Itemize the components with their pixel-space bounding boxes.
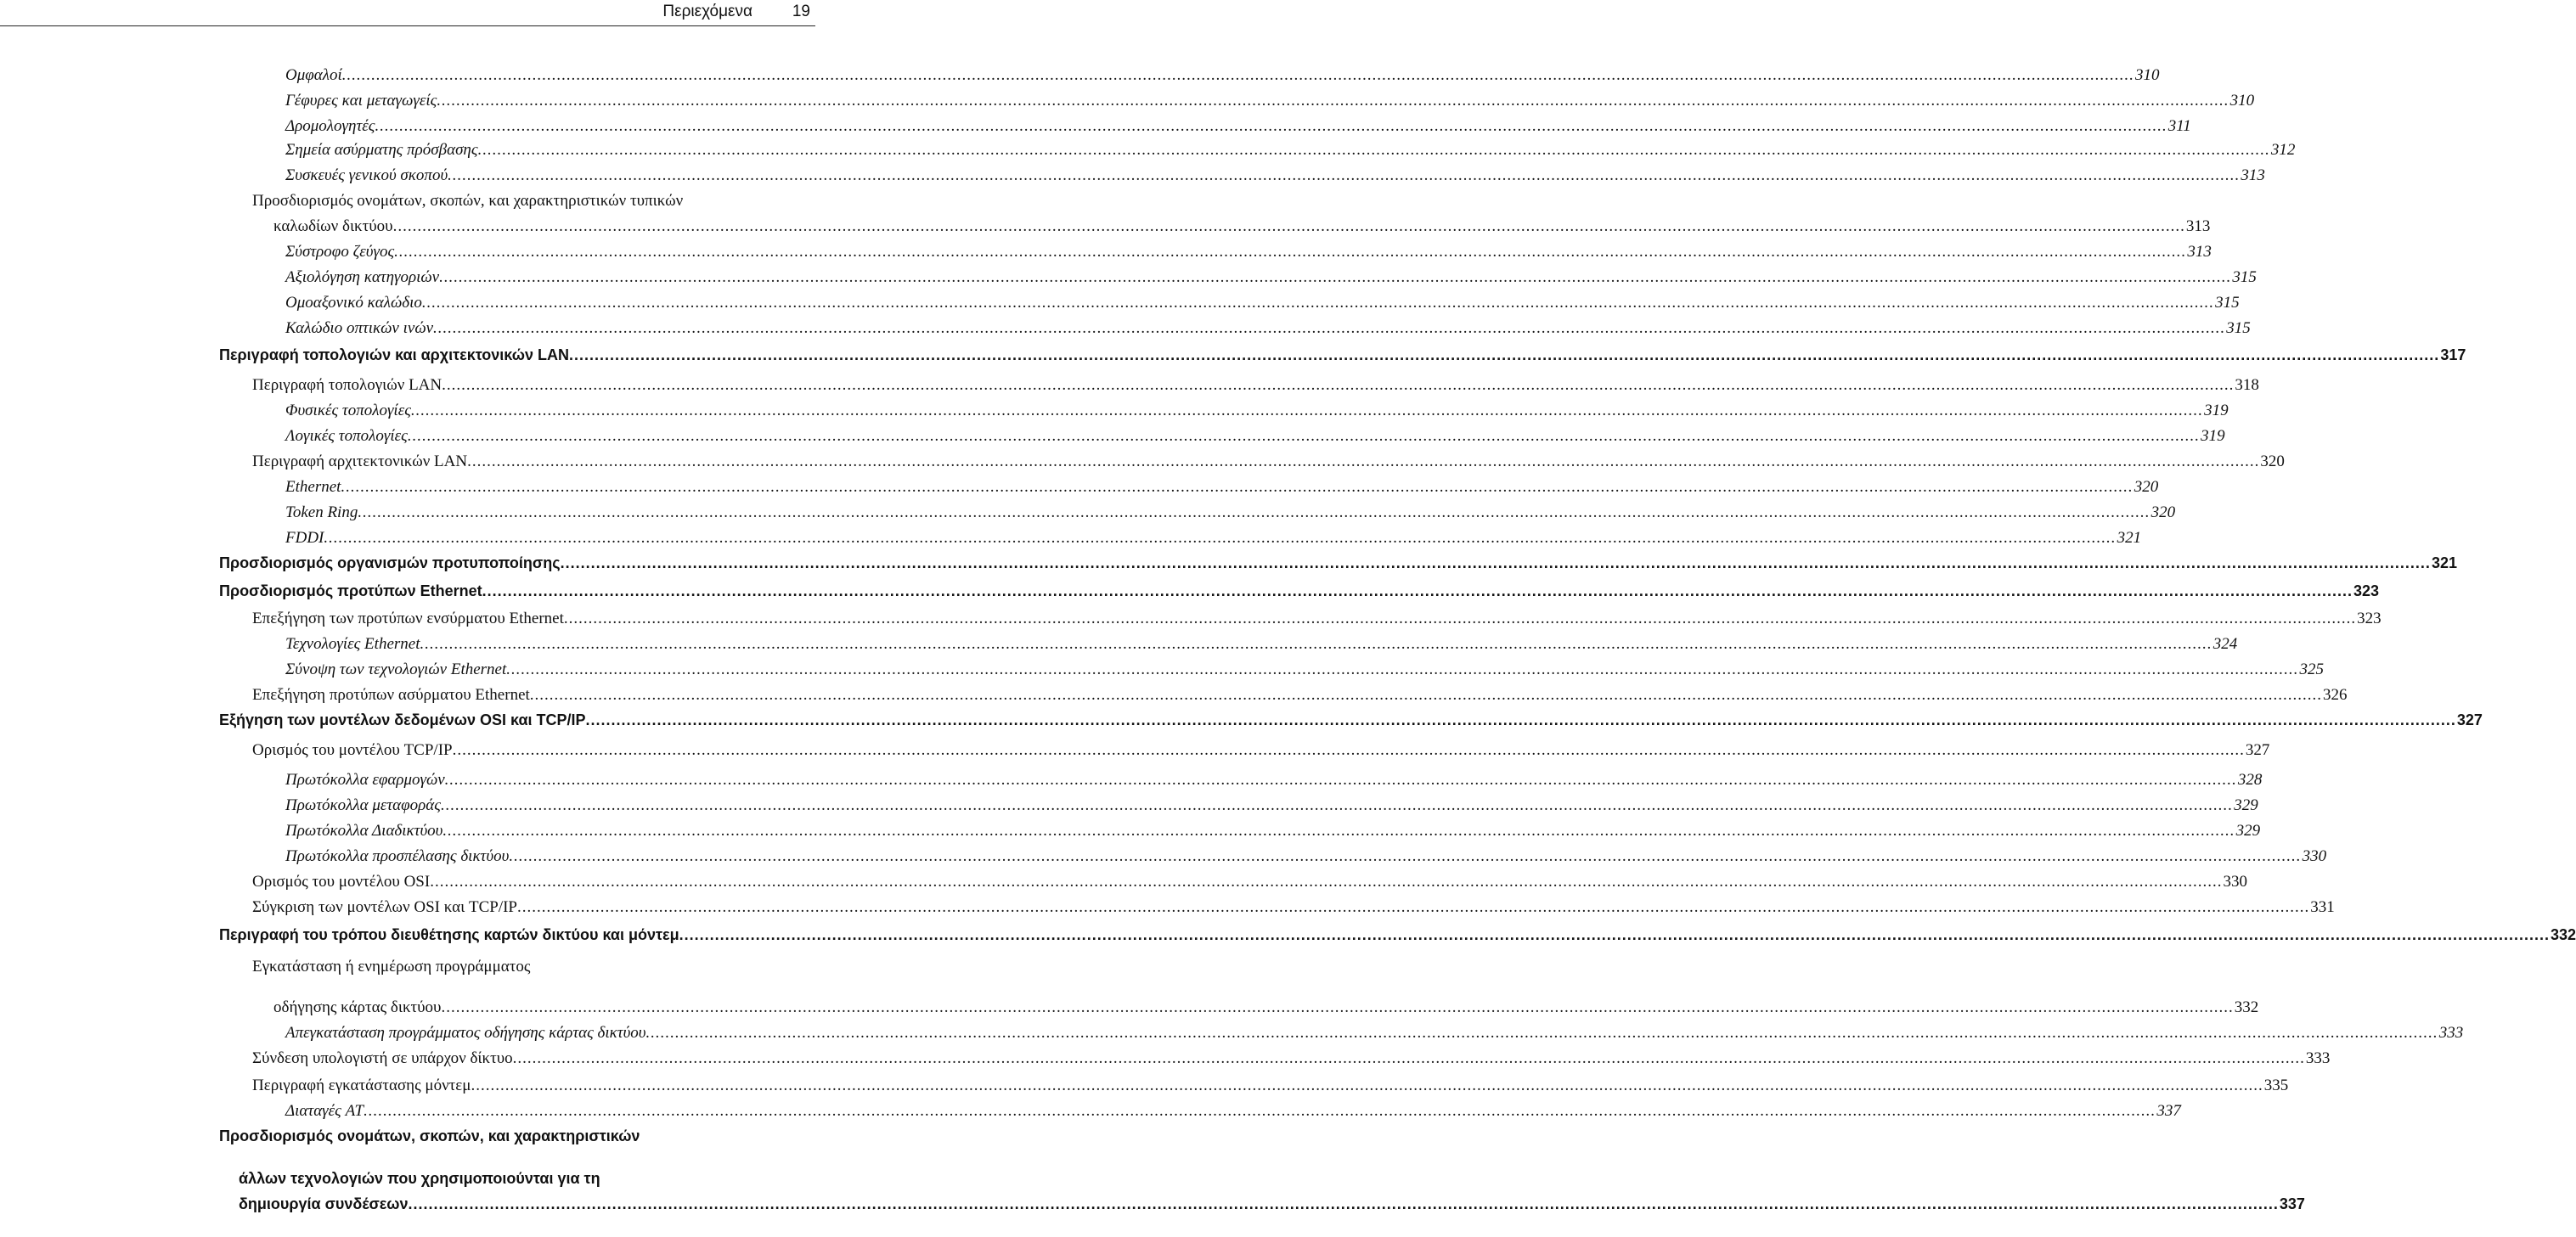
dot-leader	[324, 529, 2116, 548]
toc-entry-page: 310	[2135, 66, 2160, 84]
dot-leader	[453, 741, 2245, 760]
toc-entry[interactable]	[285, 319, 2251, 341]
dot-leader	[439, 268, 2231, 287]
toc-entry-title-continued: άλλων τεχνολογιών που χρησιμοποιούνται για τη	[239, 1170, 600, 1187]
toc-entry-title: δημιουργία συνδέσεων	[239, 1195, 409, 1212]
toc-entry-page: 310	[2229, 92, 2255, 110]
dot-leader	[437, 92, 2229, 110]
dot-leader	[442, 822, 2235, 841]
toc-entry-title: Περιγραφή αρχιτεκτονικών LAN	[252, 453, 468, 470]
toc-entry-page: 320	[2260, 453, 2285, 470]
dot-leader	[482, 582, 2353, 600]
toc-entry-title: Περιγραφή τοπολογιών LAN	[252, 376, 442, 394]
toc-entry-page: 329	[2234, 796, 2258, 814]
toc-entry-page: 332	[2550, 926, 2576, 943]
toc-entry[interactable]	[285, 402, 2229, 424]
toc-entry-title: Ορισμός του μοντέλου TCP/IP	[252, 741, 453, 759]
toc-entry-title: Επεξήγηση των προτύπων ενσύρματου Ethernet	[252, 610, 564, 627]
toc-entry-page: 337	[2279, 1195, 2305, 1212]
dot-leader	[586, 711, 2456, 729]
dot-leader	[411, 402, 2203, 420]
toc-entry-page: 328	[2237, 771, 2263, 789]
dot-leader	[561, 554, 2431, 572]
toc-entry[interactable]	[285, 141, 2296, 163]
toc-entry-title: καλωδίων δικτύου	[273, 217, 393, 235]
dot-leader	[364, 1102, 2156, 1121]
toc-entry-page: 323	[2353, 582, 2380, 599]
toc-entry[interactable]	[285, 268, 2257, 290]
dot-leader	[442, 376, 2234, 395]
toc-entry-page: 315	[2232, 268, 2257, 286]
toc-entry[interactable]	[219, 346, 2466, 368]
toc-entry-title: Απεγκατάσταση προγράμματος οδήγησης κάρτας δικτύου	[285, 1024, 646, 1042]
toc-entry-title: Προσδιορισμός οργανισμών προτυποποίησης	[219, 554, 561, 571]
toc-entry-title: Γέφυρες και μεταγωγείς	[285, 92, 437, 110]
toc-entry-title: Φυσικές τοπολογίες	[285, 402, 411, 419]
toc-entry[interactable]	[273, 217, 2211, 239]
toc-entry[interactable]	[285, 771, 2263, 793]
toc-entry-page: 313	[2241, 166, 2265, 184]
dot-leader	[513, 1049, 2305, 1068]
toc-entry-title: Εγκατάσταση ή ενημέρωση προγράμματος	[252, 958, 531, 976]
toc-entry-page: 312	[2270, 141, 2296, 159]
toc-entry[interactable]	[273, 998, 2259, 1021]
toc-entry[interactable]	[285, 478, 2159, 500]
toc-entry-title: Σύνοψη των τεχνολογιών Ethernet	[285, 661, 507, 678]
toc-entry[interactable]	[285, 661, 2325, 683]
dot-leader	[433, 319, 2225, 338]
toc-entry-title: Τεχνολογίες Ethernet	[285, 635, 420, 653]
toc-entry-page: 321	[2431, 554, 2457, 571]
dot-leader	[408, 427, 2200, 446]
dot-leader	[341, 478, 2133, 497]
toc-entry-title: Αξιολόγηση κατηγοριών	[285, 268, 440, 286]
toc-entry[interactable]	[252, 898, 2335, 920]
toc-entry[interactable]	[285, 847, 2327, 869]
toc-entry-title: Σύστροφο ζεύγος	[285, 243, 395, 261]
toc-entry-title: Περιγραφή τοπολογιών και αρχιτεκτονικών LAN	[219, 346, 569, 363]
toc-entry[interactable]	[252, 1077, 2289, 1099]
toc-entry-title: Λογικές τοπολογίες	[285, 427, 408, 445]
toc-entry-page: 326	[2323, 686, 2348, 704]
toc-entry-page: 329	[2235, 822, 2261, 840]
dot-leader	[471, 1077, 2263, 1095]
toc-entry-title: Ομφαλοί	[285, 66, 342, 84]
toc-entry-title: Προσδιορισμός προτύπων Ethernet	[219, 582, 482, 599]
toc-entry[interactable]	[285, 294, 2240, 316]
toc-entry-page: 319	[2204, 402, 2229, 419]
toc-entry-title: Διαταγές AT	[285, 1102, 364, 1120]
toc-entry-page: 313	[2187, 243, 2212, 261]
dot-leader	[569, 346, 2439, 364]
dot-leader	[342, 66, 2134, 85]
toc-entry[interactable]	[285, 66, 2160, 88]
toc-entry-title: Προσδιορισμός ονομάτων, σκοπών, και χαρακτηριστικών	[219, 1127, 640, 1144]
running-title: Περιεχόμενα	[662, 3, 753, 20]
toc-entry[interactable]	[252, 610, 2382, 632]
toc-entry[interactable]	[285, 529, 2142, 551]
toc-entry-page: 315	[2226, 319, 2251, 337]
toc-entry-page: 320	[2150, 503, 2176, 521]
dot-leader	[441, 998, 2233, 1017]
dot-leader	[646, 1024, 2438, 1043]
toc-entry-page: 324	[2212, 635, 2238, 653]
toc-entry-page: 333	[2438, 1024, 2464, 1042]
toc-entry-title: Πρωτόκολλα προσπέλασης δικτύου	[285, 847, 510, 865]
dot-leader	[393, 217, 2185, 236]
toc-entry-page: 320	[2134, 478, 2159, 496]
dot-leader	[441, 796, 2233, 815]
dot-leader	[679, 926, 2550, 944]
toc-entry[interactable]	[219, 582, 2380, 604]
toc-entry-page: 337	[2156, 1102, 2181, 1120]
toc-entry-title: Πρωτόκολλα Διαδικτύου	[285, 822, 443, 840]
toc-entry-title: Προσδιορισμός ονομάτων, σκοπών, και χαρακτηριστικών τυπικών	[252, 192, 684, 210]
toc-entry[interactable]	[252, 453, 2285, 475]
toc-entry-page: 325	[2299, 661, 2325, 678]
toc-entry-title: Καλώδιο οπτικών ινών	[285, 319, 434, 337]
toc-entry-page: 335	[2263, 1077, 2289, 1094]
toc-entry-title: Σύγκριση των μοντέλων OSI και TCP/IP	[252, 898, 517, 916]
toc-entry-page: 315	[2215, 294, 2240, 312]
toc-entry-title: Ethernet	[285, 478, 341, 496]
toc-entry-page: 319	[2201, 427, 2225, 445]
dot-leader	[564, 610, 2356, 628]
toc-entry[interactable]	[285, 92, 2255, 114]
toc-entry-page: 333	[2305, 1049, 2331, 1067]
toc-entry-page: 332	[2234, 998, 2259, 1016]
toc-entry[interactable]	[219, 926, 2576, 948]
dot-leader	[517, 898, 2309, 917]
dot-leader	[430, 873, 2222, 891]
toc-entry[interactable]	[285, 1102, 2181, 1124]
dot-leader	[509, 847, 2301, 866]
toc-entry[interactable]	[252, 873, 2247, 895]
toc-entry-title: FDDI	[285, 529, 324, 547]
toc-entry-page: 330	[2223, 873, 2247, 891]
toc-entry-title: Δρομολογητές	[285, 117, 375, 135]
toc-entry-page: 327	[2456, 711, 2483, 728]
toc-entry-title: Περιγραφή του τρόπου διευθέτησης καρτών δικτύου και μόντεμ	[219, 926, 679, 943]
toc-entry-page: 330	[2302, 847, 2327, 865]
toc-entry-title: Εξήγηση των μοντέλων δεδομένων OSI και TCP/IP	[219, 711, 586, 728]
dot-leader	[448, 166, 2240, 185]
toc-entry-title: Σύνδεση υπολογιστή σε υπάρχον δίκτυο	[252, 1049, 513, 1067]
toc-entry[interactable]	[285, 503, 2176, 526]
toc-entry[interactable]	[219, 554, 2457, 576]
dot-leader	[409, 1195, 2279, 1213]
toc-entry-page: 313	[2185, 217, 2211, 235]
toc-entry-title: Πρωτόκολλα εφαρμογών	[285, 771, 445, 789]
toc-entry-title: Token Ring	[285, 503, 358, 521]
dot-leader	[530, 686, 2322, 705]
toc-entry[interactable]	[252, 1049, 2331, 1071]
toc-entry[interactable]	[239, 1195, 2305, 1217]
dot-leader	[445, 771, 2237, 790]
dot-leader	[467, 453, 2259, 471]
toc-entry-page: 323	[2357, 610, 2382, 627]
toc-entry-title: Συσκευές γενικού σκοπού	[285, 166, 448, 184]
toc-entry[interactable]	[285, 635, 2238, 657]
dot-leader	[394, 243, 2186, 261]
toc-entry[interactable]	[285, 243, 2212, 265]
toc-entry-title: Ορισμός του μοντέλου OSI	[252, 873, 431, 891]
dot-leader	[478, 141, 2270, 160]
dot-leader	[358, 503, 2150, 522]
page-number: 19	[792, 3, 810, 20]
toc-entry[interactable]	[285, 166, 2265, 188]
toc-entry[interactable]	[285, 822, 2261, 844]
toc-entry[interactable]	[252, 741, 2270, 763]
toc-entry[interactable]	[285, 117, 2191, 139]
dot-leader	[420, 635, 2212, 654]
toc-entry-title: Επεξήγηση προτύπων ασύρματου Ethernet	[252, 686, 530, 704]
toc-entry[interactable]	[252, 686, 2348, 708]
toc-entry-page: 311	[2167, 117, 2191, 135]
toc-entry-title: Ομοαξονικό καλώδιο	[285, 294, 422, 312]
toc-entry-title: Περιγραφή εγκατάστασης μόντεμ	[252, 1077, 471, 1094]
toc-entry-title: Πρωτόκολλα μεταφοράς	[285, 796, 441, 814]
toc-entry[interactable]	[285, 427, 2225, 449]
dot-leader	[375, 117, 2167, 136]
toc-entry-page: 327	[2245, 741, 2270, 759]
toc-entry[interactable]	[252, 376, 2259, 398]
toc-entry[interactable]	[219, 711, 2483, 734]
toc-entry-page: 321	[2117, 529, 2142, 547]
toc-entry[interactable]	[285, 1024, 2464, 1046]
dot-leader	[422, 294, 2214, 312]
dot-leader	[506, 661, 2298, 679]
toc-entry-title: οδήγησης κάρτας δικτύου	[273, 998, 442, 1016]
toc-entry-page: 317	[2440, 346, 2466, 363]
toc-entry[interactable]	[285, 796, 2258, 818]
toc-entry-page: 318	[2235, 376, 2259, 394]
toc-entry-title: Σημεία ασύρματης πρόσβασης	[285, 141, 478, 159]
toc-entry-page: 331	[2310, 898, 2335, 916]
